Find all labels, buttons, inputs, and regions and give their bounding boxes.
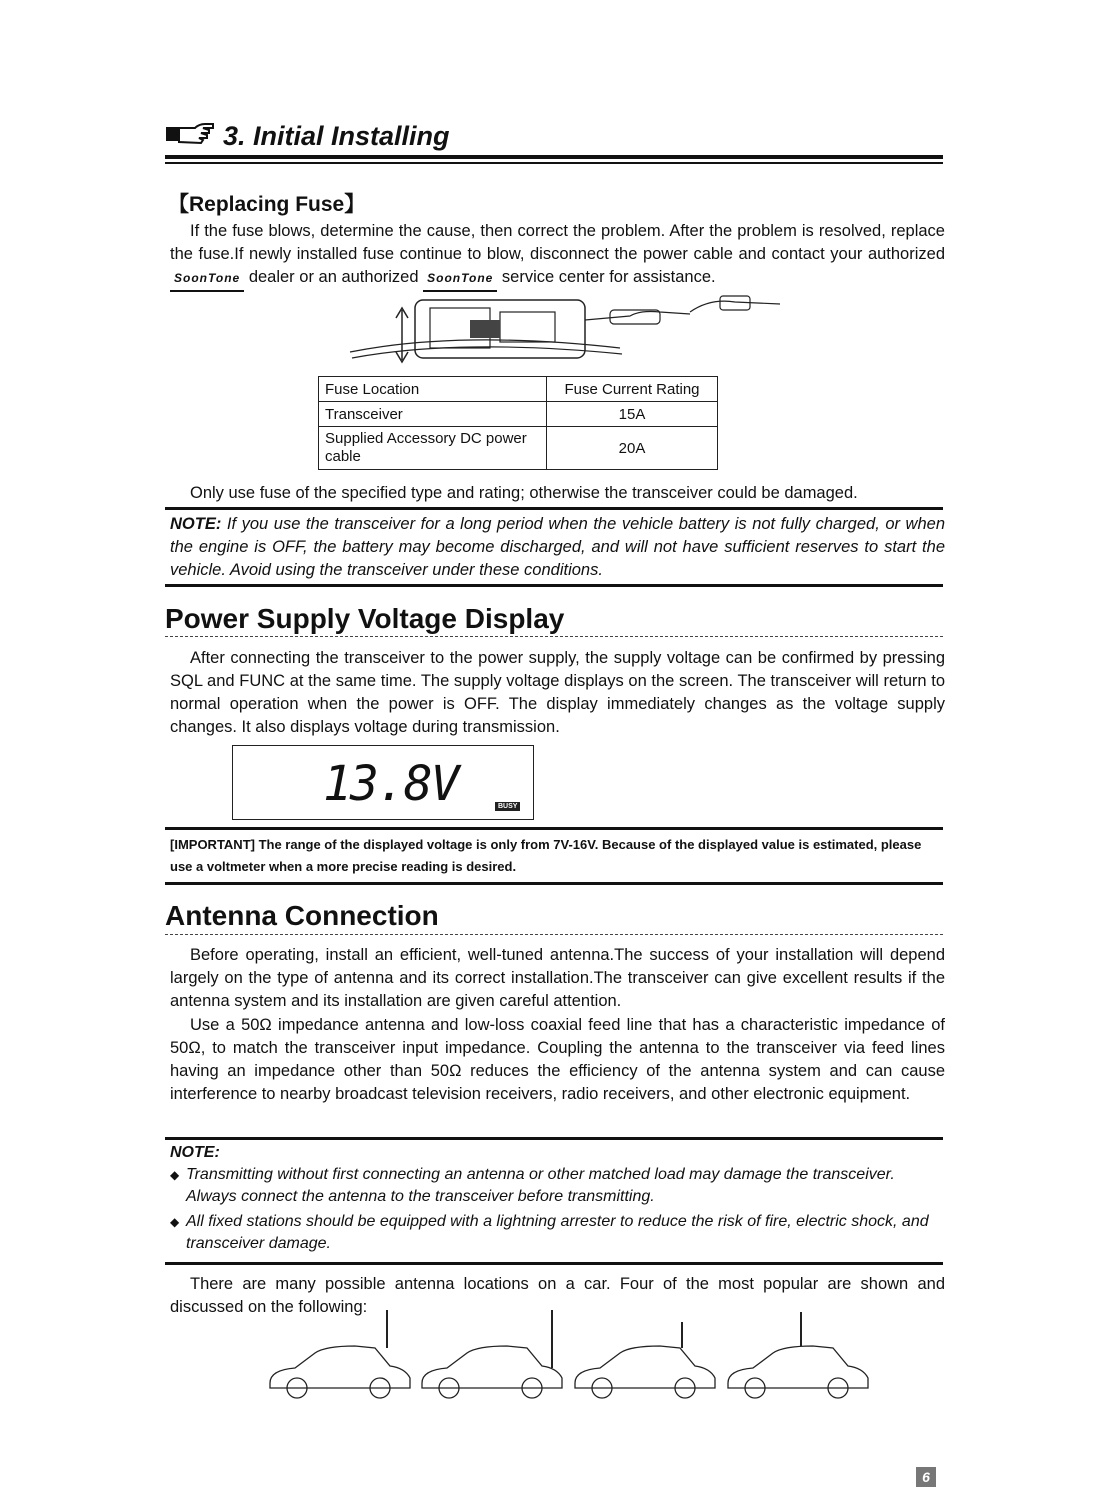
rule: [165, 1137, 943, 1140]
table-cell: Transceiver: [319, 402, 547, 427]
list-item: ◆ Transmitting without first connecting an antenna or other matched load may damage the transceiver. Always connect the antenna to the transceiver before transmitting.: [170, 1164, 945, 1208]
voltage-paragraph: After connecting the transceiver to the power supply, the supply voltage can be confirmed by pressing SQL and FUNC at the same time. The supply voltage displays on the screen. The transceiver will return to normal operation when the power is OFF. The display immediately changes as the voltage supply changes. It also displays voltage during transmission.: [170, 649, 945, 736]
table-header-row: [319, 377, 718, 402]
table-header: Fuse Current Rating: [547, 377, 718, 402]
rule: [165, 827, 943, 830]
lcd-display: [232, 745, 534, 820]
voltage-heading: Power Supply Voltage Display: [165, 603, 565, 634]
car-center-roof-antenna-icon: [575, 1322, 715, 1398]
table-header: Fuse Location: [319, 377, 547, 402]
antenna-locations-illustration: [265, 1308, 875, 1408]
bullet-icon: ◆: [170, 1215, 180, 1229]
table-row: [319, 427, 718, 470]
brand-logo: SoonTone: [423, 267, 497, 292]
important-notice: [IMPORTANT] The range of the displayed voltage is only from 7V-16V. Because of the displayed value is estimated, please use a voltmeter when a more precise reading is desired.: [170, 837, 922, 874]
antenna-paragraph-1: Before operating, install an efficient, well-tuned antenna.The success of your installation will depend largely on the type of antenna and its correct installation.The transceiver can give excellent results if the antenna system and its installation are given careful attention.: [170, 946, 945, 1010]
dashed-rule: [165, 934, 943, 935]
antenna-heading: Antenna Connection: [165, 900, 439, 931]
antenna-paragraph-2: Use a 50Ω impedance antenna and low-loss coaxial feed line that has a characteristic impedance of 50Ω, to match the transceiver input impedance. Coupling the antenna to the transceiver via feed lines having an impedance other than 50Ω reduces the efficiency of the antenna system and can cause interference to nearby broadcast television receivers, radio receivers, and other electronic equipment.: [170, 1016, 945, 1103]
rule: [165, 507, 943, 510]
lcd-voltage-readout: 13.8V: [323, 756, 458, 812]
replacing-fuse-heading: 【Replacing Fuse】: [168, 193, 366, 216]
table-cell: Supplied Accessory DC power cable: [319, 427, 547, 470]
section-header: [165, 120, 945, 153]
rule: [165, 584, 943, 587]
replacing-fuse-paragraph: If the fuse blows, determine the cause, then correct the problem. After the problem is resolved, replace the fuse.If newly installed fuse continue to blow, disconnect the power cable and contact your authorized SoonTone dealer or an authorized SoonTone service center for assistance.: [170, 220, 945, 292]
page-number: 6: [916, 1467, 936, 1487]
table-cell: 20A: [547, 427, 718, 470]
vehicle-battery-note: NOTE: If you use the transceiver for a long period when the vehicle battery is not fully charged, or when the engine is OFF, the battery may become discharged, and will not have sufficient reserves to start the vehicle. Avoid using the transceiver under these conditions.: [170, 515, 945, 579]
table-cell: 15A: [547, 402, 718, 427]
table-row: [319, 402, 718, 427]
antenna-paragraph-3: There are many possible antenna locations on a car. Four of the most popular are shown and discussed on the following:: [170, 1275, 945, 1316]
car-fender-antenna-icon: [728, 1312, 868, 1398]
list-item: ◆ All fixed stations should be equipped with a lightning arrester to reduce the risk of fire, electric shock, and transceiver damage.: [170, 1211, 945, 1255]
brand-logo: SoonTone: [170, 267, 244, 292]
car-roof-antenna-icon: [270, 1310, 410, 1398]
car-trunk-antenna-icon: [422, 1310, 562, 1398]
busy-indicator: BUSY: [495, 802, 520, 811]
header-rule: [165, 155, 943, 159]
fuse-table: [318, 376, 718, 470]
fuse-warning: Only use fuse of the specified type and rating; otherwise the transceiver could be damaged.: [190, 484, 858, 502]
rule: [165, 882, 943, 885]
antenna-notes: [170, 1142, 945, 1255]
rule: [165, 1262, 943, 1265]
bullet-icon: ◆: [170, 1168, 180, 1182]
header-rule-thin: [165, 162, 943, 164]
dashed-rule: [165, 636, 943, 637]
pointing-hand-icon: [165, 120, 215, 153]
section-title: 3. Initial Installing: [223, 121, 450, 151]
note-label: NOTE:: [170, 1144, 220, 1161]
fuse-holder-illustration: [340, 290, 790, 372]
